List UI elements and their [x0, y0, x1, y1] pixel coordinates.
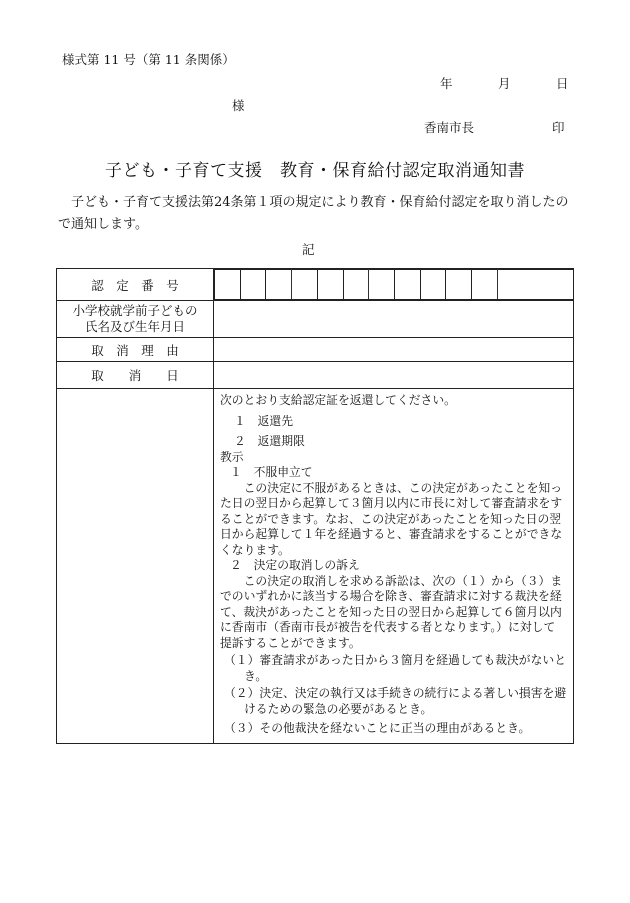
condition-1: （１）審査請求があった日から３箇月を経過しても裁決がないとき。: [224, 653, 566, 683]
date-day-label: 日: [556, 76, 569, 91]
lawsuit-body: この決定の取消しを求める訴訟は、次の（１）から（３）までのいずれかに該当する場合を除き、審査請求に対する裁決を経て、裁決があったことを知った日の翌日から起算して６箇月以内に香南市（香南市長が被告を代表する者となります。）に対して提訴することができます。: [220, 573, 563, 650]
condition-3: （３）その他裁決を経ないことに正当の理由があるとき。: [224, 721, 531, 735]
intro-paragraph: 子ども・子育て支援法第24条第１項の規定により教育・保育給付認定を取り消したので通知します。: [58, 195, 569, 232]
number-box: [446, 270, 472, 300]
certification-number-cells: [214, 269, 574, 301]
label-child-name-line1: 小学校就学前子どもの: [72, 303, 198, 318]
label-cancel-reason: 取 消 理 由: [57, 338, 214, 362]
notice-table: [56, 268, 574, 744]
number-box: [317, 270, 343, 300]
row-certification-number: [57, 269, 574, 301]
number-box: [266, 270, 292, 300]
label-child-name-line2: 氏名及び生年月日: [84, 319, 185, 334]
issuer-name: 香南市長: [424, 120, 475, 135]
cancel-date-value: [214, 362, 574, 389]
row-notes: [57, 389, 574, 744]
return-destination: １ 返還先: [234, 413, 293, 428]
child-name-value: [214, 301, 574, 338]
row-child-name: [57, 301, 574, 338]
date-month-label: 月: [498, 76, 511, 91]
number-box: [240, 270, 266, 300]
row-cancel-date: [57, 362, 574, 389]
document-title: 子ども・子育て支援 教育・保育給付認定取消通知書: [105, 161, 525, 181]
ki-label: 記: [302, 242, 315, 257]
number-boxes: [214, 269, 573, 300]
cancel-reason-value: [214, 338, 574, 362]
appeal-body: この決定に不服があるときは、この決定があったことを知った日の翌日から起算して３箇月以内に市長に対して審査請求をすることができます。なお、この決定があったことを知った日の翌日から起算して１年を経過すると、審査請求をすることができなくなります。: [220, 480, 563, 557]
appeal-heading: １ 不服申立て: [230, 465, 313, 479]
number-box: [292, 270, 318, 300]
kyoji-heading: 教示: [220, 449, 244, 464]
seal-mark: 印: [552, 120, 565, 135]
number-box-blank: [497, 270, 573, 300]
form-number: 様式第 11 号（第 11 条関係）: [62, 52, 235, 67]
number-box: [343, 270, 369, 300]
notes-cell: [214, 389, 574, 744]
number-box: [215, 270, 241, 300]
date-year-label: 年: [440, 76, 453, 91]
number-box: [394, 270, 420, 300]
label-cancel-date: 取 消 日: [57, 362, 214, 389]
return-deadline: ２ 返還期限: [234, 434, 305, 448]
number-box: [472, 270, 498, 300]
condition-2: （２）決定、決定の執行又は手続きの続行による著しい損害を避けるための緊急の必要があるとき。: [224, 686, 567, 716]
label-child-name: [57, 301, 214, 338]
notes-left-blank: [57, 389, 214, 744]
addressee-suffix: 様: [232, 98, 245, 113]
number-box: [369, 270, 395, 300]
return-instruction: 次のとおり支給認定証を返還してください。: [220, 393, 456, 407]
number-box: [420, 270, 446, 300]
label-certification-number: 認 定 番 号: [57, 269, 214, 301]
row-cancel-reason: [57, 338, 574, 362]
lawsuit-heading: ２ 決定の取消しの訴え: [230, 558, 360, 572]
